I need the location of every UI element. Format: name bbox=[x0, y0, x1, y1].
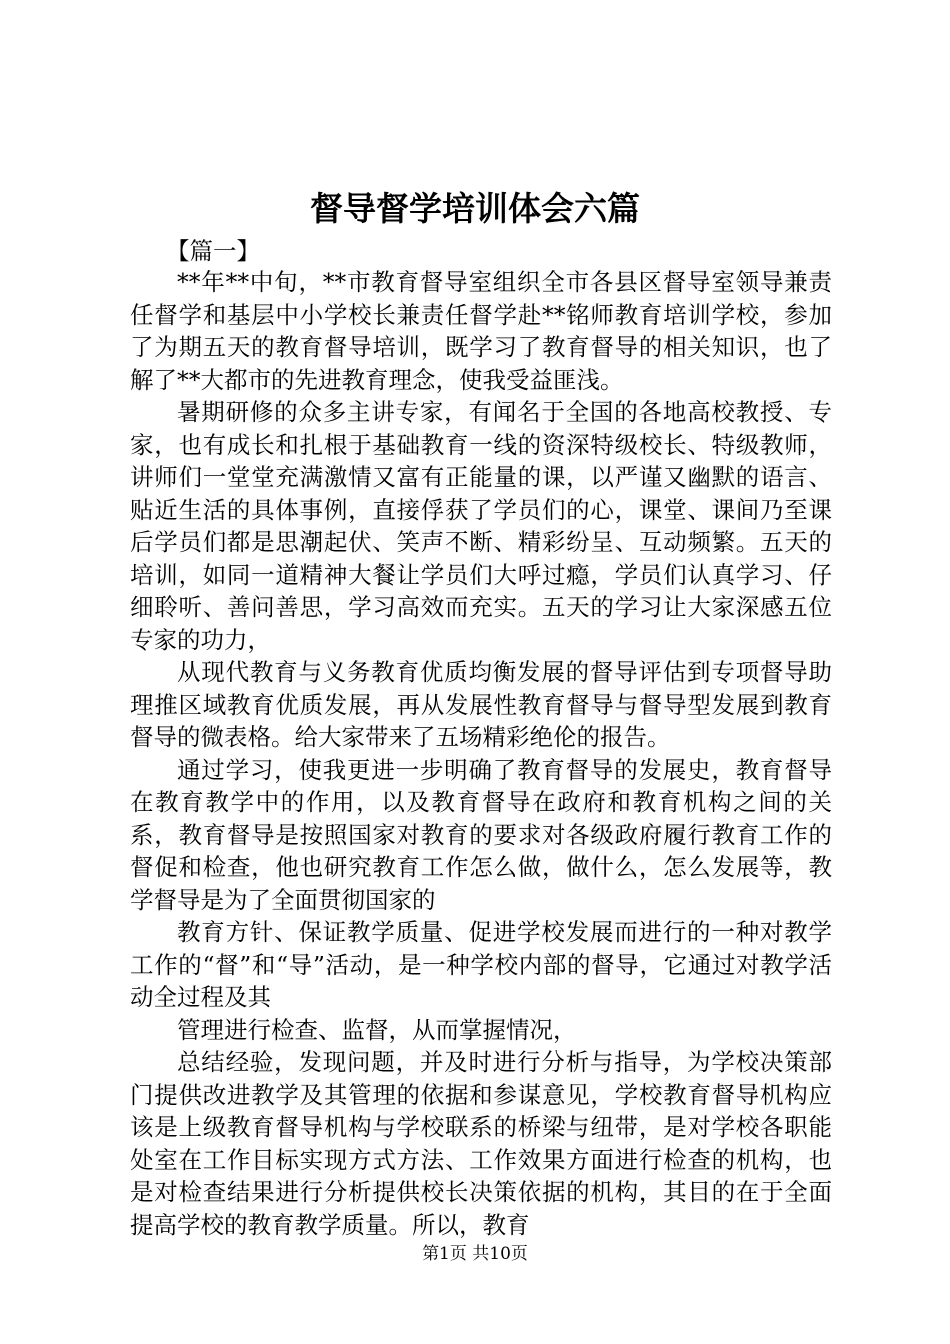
page-footer: 第1页 共10页 bbox=[422, 1244, 528, 1264]
paragraph: 从现代教育与义务教育优质均衡发展的督导评估到专项督导助理推区域教育优质发展，再从发展性教育督导与督导型发展到教育督导的微表格。给大家带来了五场精彩绝伦的报告。 bbox=[130, 658, 832, 751]
document-title: 督导督学培训体会六篇 bbox=[310, 189, 640, 228]
paragraph: 总结经验，发现问题，并及时进行分析与指导，为学校决策部门提供改进教学及其管理的依据和参谋意见，学校教育督导机构应该是上级教育督导机构与学校联系的桥梁与纽带，是对学校各职能处室在工作目标实现方式方法、工作效果方面进行检查的机构，也是对检查结果进行分析提供校长决策依据的机构，其目的在于全面提高学校的教育教学质量。所以，教育 bbox=[130, 1048, 832, 1239]
paragraph: 暑期研修的众多主讲专家，有闻名于全国的各地高校教授、专家，也有成长和扎根于基础教育一线的资深特级校长、特级教师，讲师们一堂堂充满激情又富有正能量的课，以严谨又幽默的语言、贴近生活的具体事例，直接俘获了学员们的心，课堂、课间乃至课后学员们都是思潮起伏、笑声不断、精彩纷呈、互动频繁。五天的培训，如同一道精神大餐让学员们大呼过瘾，学员们认真学习、仔细聆听、善问善思，学习高效而充实。五天的学习让大家深感五位专家的功力， bbox=[130, 398, 832, 654]
paragraph: 教育方针、保证教学质量、促进学校发展而进行的一种对教学工作的“督”和“导”活动，是一种学校内部的督导，它通过对教学活动全过程及其 bbox=[130, 918, 832, 1011]
document-body bbox=[130, 236, 832, 1241]
paragraph: **年**中旬，**市教育督导室组织全市各县区督导室领导兼责任督学和基层中小学校长兼责任督学赴**铭师教育培训学校，参加了为期五天的教育督导培训，既学习了教育督导的相关知识，也了解了**大都市的先进教育理念，使我受益匪浅。 bbox=[130, 268, 832, 394]
paragraph: 管理进行检查、监督，从而掌握情况， bbox=[177, 1015, 577, 1044]
paragraph: 通过学习，使我更进一步明确了教育督导的发展史，教育督导在教育教学中的作用，以及教育督导在政府和教育机构之间的关系，教育督导是按照国家对教育的要求对各级政府履行教育工作的督促和检查，他也研究教育工作怎么做，做什么，怎么发展等，教学督导是为了全面贯彻国家的 bbox=[130, 755, 832, 914]
section-heading: 【篇一】 bbox=[166, 237, 260, 265]
